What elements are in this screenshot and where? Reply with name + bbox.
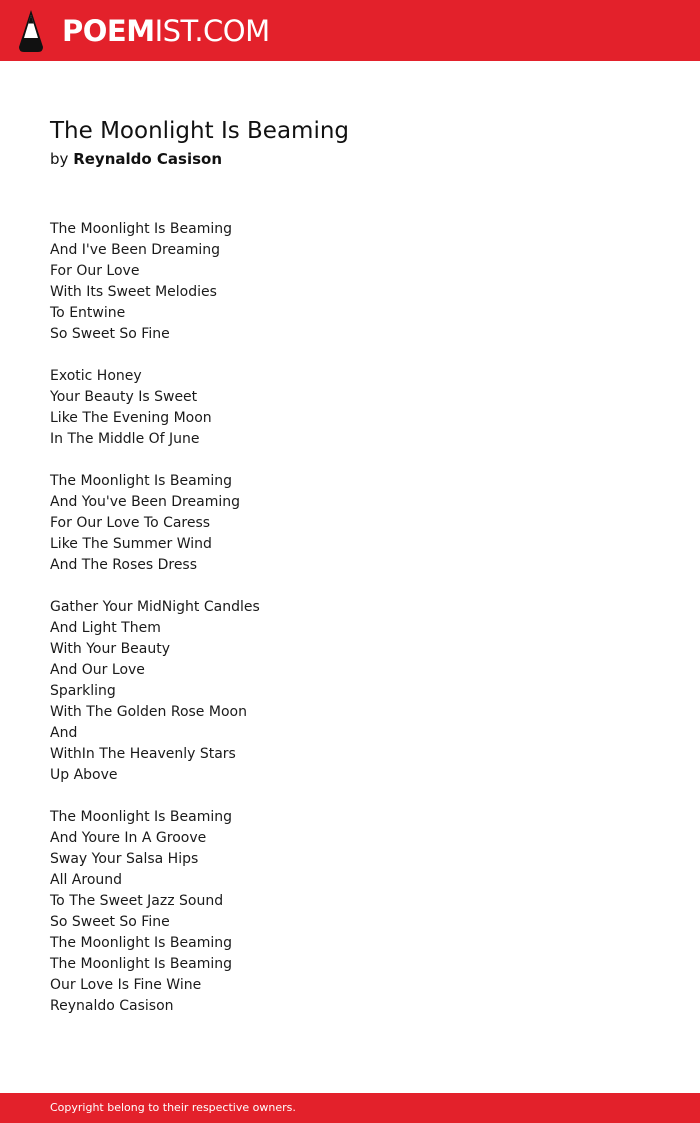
byline bbox=[50, 148, 222, 170]
site-logo[interactable] bbox=[62, 12, 270, 50]
poem-title: The Moonlight Is Beaming bbox=[50, 118, 350, 144]
copyright-notice: Copyright belong to their respective owners. bbox=[50, 1101, 296, 1114]
poem-line: Reynaldo Casison bbox=[50, 998, 174, 1014]
poem-line: The Moonlight Is Beaming bbox=[50, 221, 233, 237]
poem-line: For Our Love To Caress bbox=[50, 515, 211, 531]
poem-line: So Sweet So Fine bbox=[50, 914, 170, 930]
poem-line: And Our Love bbox=[50, 662, 145, 678]
poem-line: Our Love Is Fine Wine bbox=[50, 977, 202, 993]
poem-stanza bbox=[50, 219, 650, 345]
poem-line: The Moonlight Is Beaming bbox=[50, 809, 233, 825]
poem-line: The Moonlight Is Beaming bbox=[50, 956, 233, 972]
poem-stanza bbox=[50, 471, 650, 576]
poem-line: With Its Sweet Melodies bbox=[50, 284, 217, 300]
poem-stanza bbox=[50, 366, 650, 450]
site-header bbox=[0, 0, 700, 61]
poem-line: The Moonlight Is Beaming bbox=[50, 473, 233, 489]
poem-line: Up Above bbox=[50, 767, 118, 783]
poem-line: And bbox=[50, 725, 78, 741]
poem-line: All Around bbox=[50, 872, 123, 888]
poem-stanza bbox=[50, 807, 650, 1017]
poem-line: Like The Summer Wind bbox=[50, 536, 212, 552]
poem-line: With The Golden Rose Moon bbox=[50, 704, 247, 720]
poem-line: To Entwine bbox=[50, 305, 126, 321]
logo-light-text: IST.COM bbox=[154, 14, 270, 48]
poem-line: And You've Been Dreaming bbox=[50, 494, 240, 510]
poem-line: Your Beauty Is Sweet bbox=[50, 389, 198, 405]
poem-line: In The Middle Of June bbox=[50, 431, 200, 447]
poem-line: And Light Them bbox=[50, 620, 161, 636]
poem-line: So Sweet So Fine bbox=[50, 326, 170, 342]
poem-line: And I've Been Dreaming bbox=[50, 242, 220, 258]
by-label: by bbox=[50, 150, 69, 168]
poem-line: Gather Your MidNight Candles bbox=[50, 599, 260, 615]
poem-body bbox=[50, 219, 650, 1038]
poem-line: WithIn The Heavenly Stars bbox=[50, 746, 236, 762]
logo-bold-text: POEM bbox=[62, 14, 155, 48]
poem-line: To The Sweet Jazz Sound bbox=[50, 893, 224, 909]
pencil-tip-icon[interactable] bbox=[17, 9, 45, 53]
poem-line: Sway Your Salsa Hips bbox=[50, 851, 199, 867]
poem-line: With Your Beauty bbox=[50, 641, 171, 657]
site-footer bbox=[0, 1093, 700, 1123]
poem-line: And Youre In A Groove bbox=[50, 830, 207, 846]
author-name: Reynaldo Casison bbox=[73, 150, 223, 168]
poem-line: Exotic Honey bbox=[50, 368, 142, 384]
poem-line: For Our Love bbox=[50, 263, 140, 279]
poem-line: Sparkling bbox=[50, 683, 116, 699]
poem-line: Like The Evening Moon bbox=[50, 410, 212, 426]
poem-line: And The Roses Dress bbox=[50, 557, 198, 573]
poem-stanza bbox=[50, 597, 650, 786]
poem-line: The Moonlight Is Beaming bbox=[50, 935, 233, 951]
